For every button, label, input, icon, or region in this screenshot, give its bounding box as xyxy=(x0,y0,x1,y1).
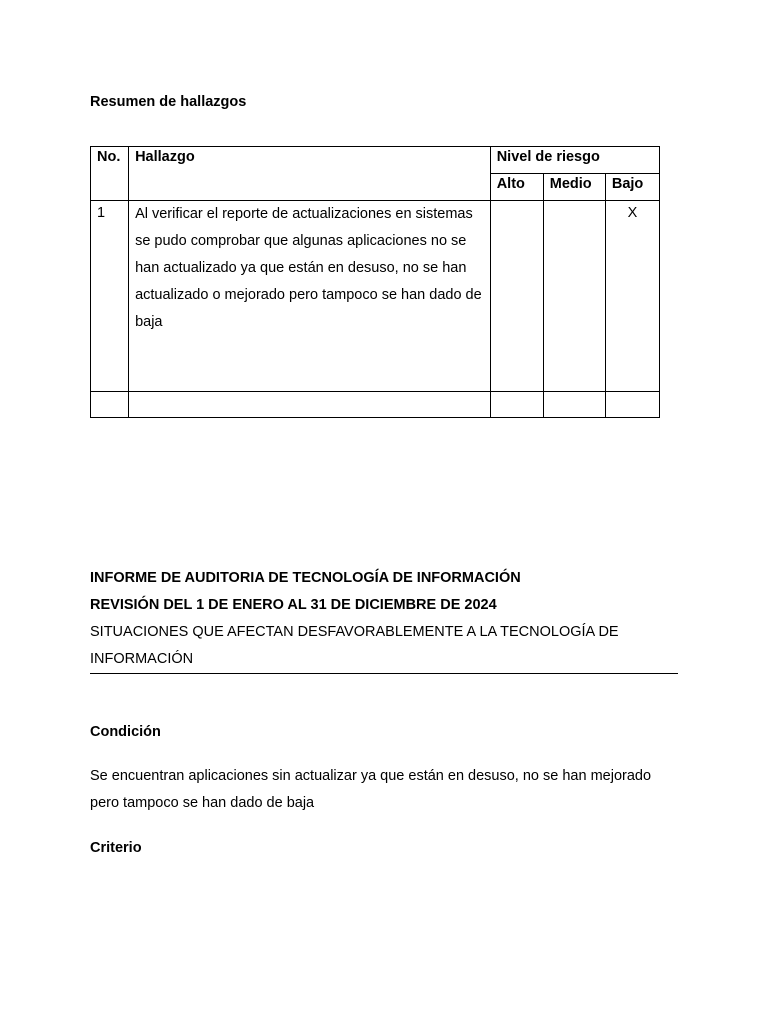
row-number xyxy=(91,392,129,418)
header-risk-high: Alto xyxy=(490,174,543,201)
header-number: No. xyxy=(91,147,129,201)
row-number: 1 xyxy=(91,201,129,392)
condition-text: Se encuentran aplicaciones sin actualizar ya que están en desuso, no se han mejorado pero tampoco se han dado de baja xyxy=(90,768,652,811)
row-risk-medium xyxy=(543,392,605,418)
table-row xyxy=(91,201,660,392)
row-risk-medium xyxy=(543,201,605,392)
row-risk-low xyxy=(605,392,659,418)
summary-heading: Resumen de hallazgos xyxy=(90,94,247,110)
row-finding xyxy=(129,392,491,418)
header-finding: Hallazgo xyxy=(129,147,491,201)
report-subtitle: SITUACIONES QUE AFECTAN DESFAVORABLEMENTE A LA TECNOLOGÍA DE INFORMACIÓN xyxy=(90,619,678,674)
row-risk-high xyxy=(490,392,543,418)
header-risk-low: Bajo xyxy=(605,174,659,201)
table-header-row xyxy=(91,147,660,174)
findings-table xyxy=(90,146,660,418)
report-header xyxy=(90,565,678,674)
report-title: INFORME DE AUDITORIA DE TECNOLOGÍA DE INFORMACIÓN xyxy=(90,570,521,586)
row-risk-low: X xyxy=(605,201,659,392)
report-period: REVISIÓN DEL 1 DE ENERO AL 31 DE DICIEMBRE DE 2024 xyxy=(90,597,497,613)
row-risk-high xyxy=(490,201,543,392)
header-risk-level: Nivel de riesgo xyxy=(490,147,659,174)
table-row xyxy=(91,392,660,418)
header-risk-medium: Medio xyxy=(543,174,605,201)
criterion-heading: Criterio xyxy=(90,840,142,856)
row-finding: Al verificar el reporte de actualizaciones en sistemas se pudo comprobar que algunas aplicaciones no se han actualizado ya que están en desuso, no se han actualizado o mejorado pero tampoco se han dado de baja xyxy=(129,201,491,392)
condition-heading: Condición xyxy=(90,724,161,740)
